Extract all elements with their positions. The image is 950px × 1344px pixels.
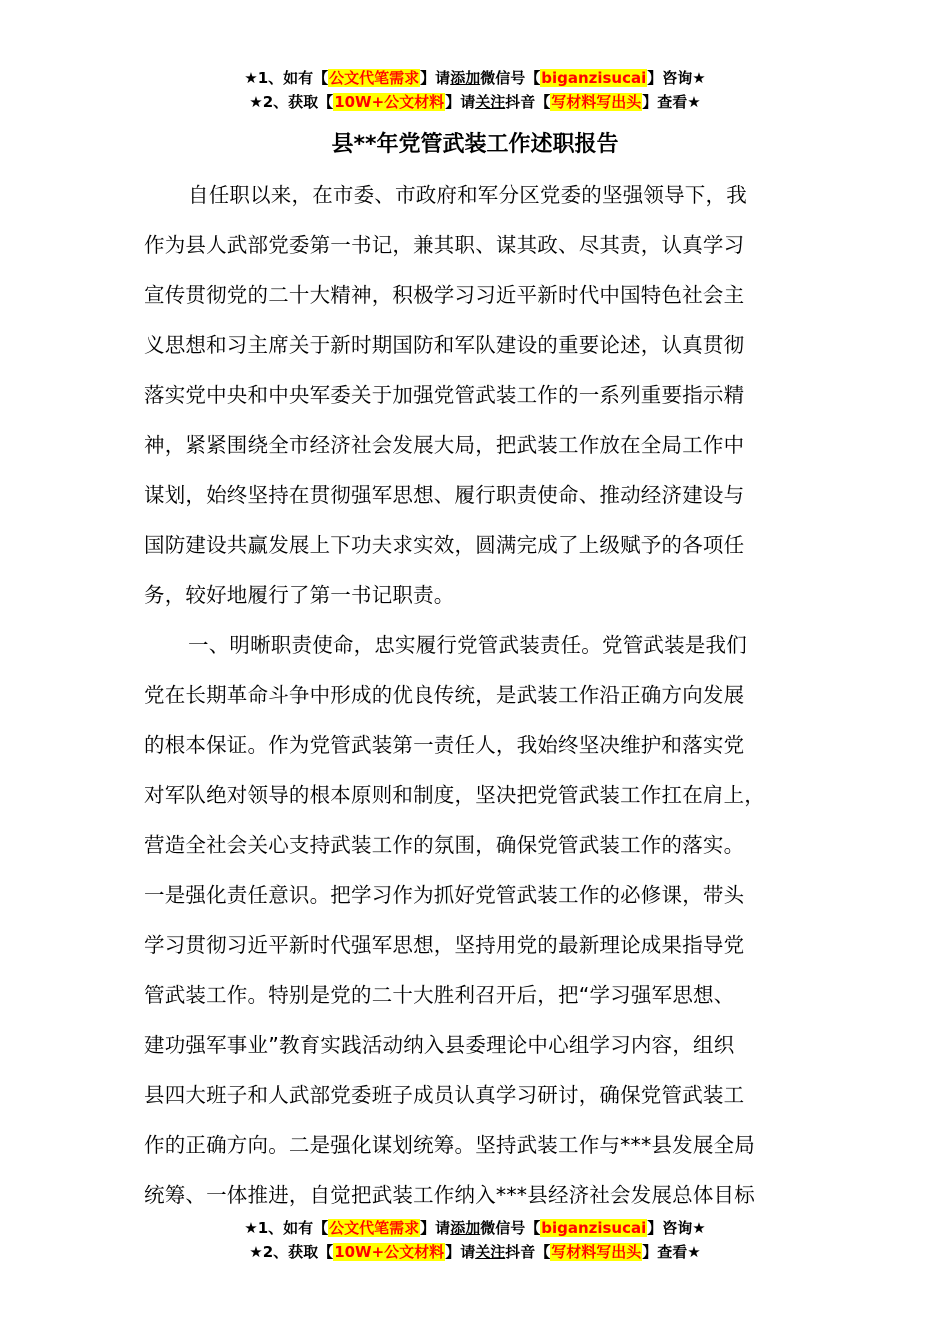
- body-line: 的根本保证。作为党管武装第一责任人，我始终坚决维护和落实党: [144, 733, 745, 757]
- body-line: 县四大班子和人武部党委班子成员认真学习研讨，确保党管武装工: [144, 1083, 745, 1107]
- promo-text: 】请: [420, 69, 451, 87]
- promo-underline: 关注: [475, 1243, 506, 1261]
- document-title: 县**年党管武装工作述职报告: [331, 132, 619, 157]
- body-line: 一、明晰职责使命，忠实履行党管武装责任。党管武装是我们: [188, 633, 747, 657]
- promo-text: ★2、获取【: [249, 1243, 334, 1261]
- body-line: 学习贯彻习近平新时代强军思想，坚持用党的最新理论成果指导党: [144, 933, 745, 957]
- promo-text: 】查看★: [642, 93, 701, 111]
- promo-highlight: 写材料写出头: [551, 1243, 642, 1261]
- body-line: 神，紧紧围绕全市经济社会发展大局，把武装工作放在全局工作中: [144, 433, 745, 457]
- promo-footer: [0, 1216, 950, 1264]
- body-line: 宣传贯彻党的二十大精神，积极学习习近平新时代中国特色社会主: [144, 283, 745, 307]
- body-line: 自任职以来，在市委、市政府和军分区党委的坚强领导下，我: [188, 183, 747, 207]
- body-line: 管武装工作。特别是党的二十大胜利召开后，把“学习强军思想、: [144, 983, 735, 1007]
- promo-text: 】请: [445, 93, 476, 111]
- promo-highlight: 10W+公文材料: [334, 1243, 445, 1261]
- body-line: 营造全社会关心支持武装工作的氛围，确保党管武装工作的落实。: [144, 833, 745, 857]
- body-line: 建功强军事业”教育实践活动纳入县委理论中心组学习内容，组织: [144, 1033, 735, 1057]
- promo-text: 抖音【: [505, 1243, 551, 1261]
- body-line: 国防建设共赢发展上下功夫求实效，圆满完成了上级赋予的各项任: [144, 533, 745, 557]
- promo-line-1: [0, 66, 950, 90]
- promo-highlight: biganzisucai: [541, 1219, 647, 1237]
- promo-text: 】咨询★: [647, 69, 706, 87]
- promo-text: 】查看★: [642, 1243, 701, 1261]
- promo-text: 】咨询★: [647, 1219, 706, 1237]
- promo-line-1: [0, 1216, 950, 1240]
- promo-line-2: [0, 1240, 950, 1264]
- body-line: 作的正确方向。二是强化谋划统筹。坚持武装工作与***县发展全局: [144, 1133, 755, 1157]
- promo-text: 】请: [420, 1219, 451, 1237]
- promo-text: 抖音【: [505, 93, 551, 111]
- promo-text: 微信号【: [480, 69, 541, 87]
- body-line: 对军队绝对领导的根本原则和制度，坚决把党管武装工作扛在肩上，: [144, 783, 765, 807]
- promo-highlight: 公文代笔需求: [329, 1219, 420, 1237]
- promo-highlight: 10W+公文材料: [334, 93, 445, 111]
- promo-underline: 添加: [450, 1219, 481, 1237]
- body-line: 党在长期革命斗争中形成的优良传统，是武装工作沿正确方向发展: [144, 683, 745, 707]
- promo-text: ★2、获取【: [249, 93, 334, 111]
- promo-underline: 关注: [475, 93, 506, 111]
- body-line: 义思想和习主席关于新时期国防和军队建设的重要论述，认真贯彻: [144, 333, 745, 357]
- document-body: [144, 170, 834, 1220]
- promo-highlight: 公文代笔需求: [329, 69, 420, 87]
- body-line: 作为县人武部党委第一书记，兼其职、谋其政、尽其责，认真学习: [144, 233, 745, 257]
- promo-text: ★1、如有【: [244, 1219, 329, 1237]
- promo-text: 】请: [445, 1243, 476, 1261]
- promo-text: 微信号【: [480, 1219, 541, 1237]
- body-line: 一是强化责任意识。把学习作为抓好党管武装工作的必修课，带头: [144, 883, 745, 907]
- promo-line-2: [0, 90, 950, 114]
- body-line: 谋划，始终坚持在贯彻强军思想、履行职责使命、推动经济建设与: [144, 483, 745, 507]
- promo-highlight: biganzisucai: [541, 69, 647, 87]
- promo-underline: 添加: [450, 69, 481, 87]
- promo-highlight: 写材料写出头: [551, 93, 642, 111]
- promo-header: [0, 66, 950, 114]
- body-line: 落实党中央和中央军委关于加强党管武装工作的一系列重要指示精: [144, 383, 745, 407]
- promo-text: ★1、如有【: [244, 69, 329, 87]
- body-line: 统筹、一体推进，自觉把武装工作纳入***县经济社会发展总体目标: [144, 1183, 755, 1207]
- body-line: 务，较好地履行了第一书记职责。: [144, 583, 455, 607]
